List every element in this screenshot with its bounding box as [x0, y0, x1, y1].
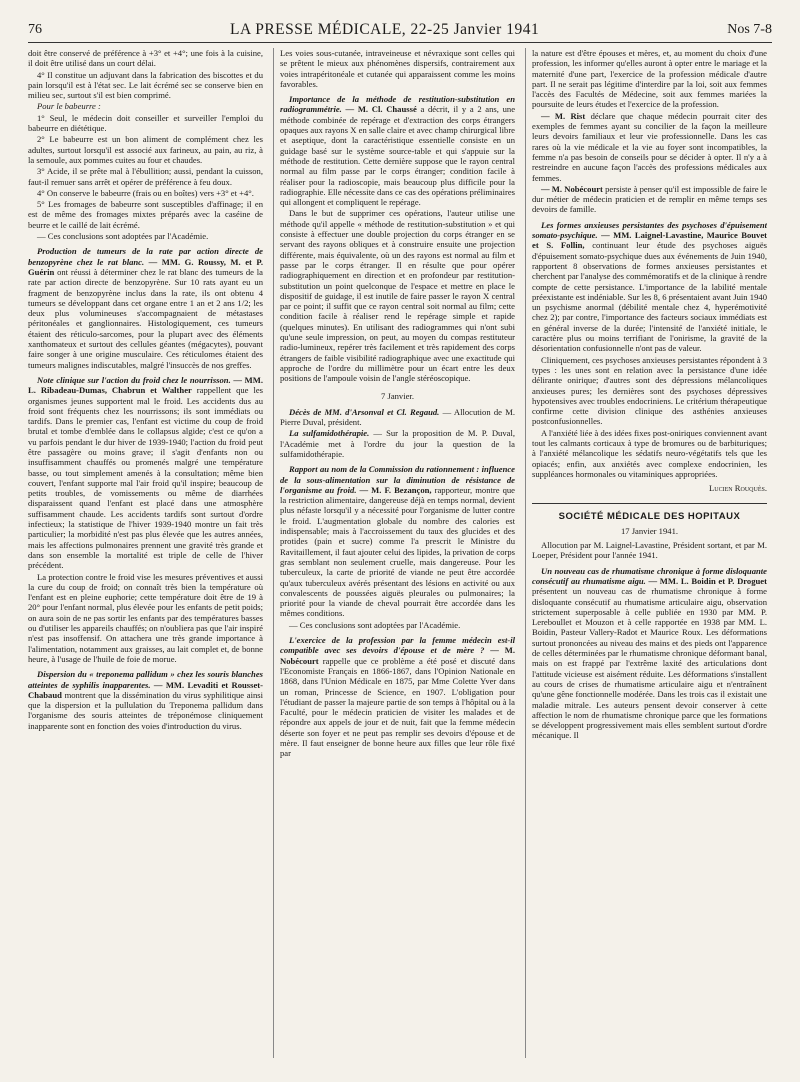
- text-columns: [28, 48, 772, 1058]
- article-treponema: [28, 669, 263, 731]
- paragraph: — M. Nobécourt persiste à penser qu'il est impossible de faire le dur métier de médecin praticien et de remplir en même temps ses devoirs de famille.: [532, 183, 767, 215]
- article-authors: — MM. L. Ribadeau-Dumas, Chabrun et Walther: [28, 374, 263, 396]
- article-heading: La sulfamidothérapie.: [289, 428, 370, 439]
- article-deces: [280, 407, 515, 428]
- paragraph: 4° On conserve le babeurre (frais ou en boîtes) vers +3° et +4°.: [37, 187, 254, 198]
- issue-number: Nos 7-8: [727, 22, 772, 37]
- paragraph: Pour le babeurre :: [37, 101, 101, 112]
- paragraph: doit être conservé de préférence à +3° et +4°; une fois à la cuisine, il doit être utilisé dans un court délai.: [28, 48, 263, 69]
- paragraph: 5° Les fromages de babeurre sont susceptibles d'affinage; il en est de même des fromages mixtes préparés avec la caséine de beurre et le caillé de lait écrémé.: [28, 199, 263, 230]
- session-date: 7 Janvier.: [381, 390, 414, 401]
- article-body: rappelle que ce problème a été posé et discuté dans l'Economiste Français en 1866-1867, dans l'Opinion Nationale en 1868, dans l'Union Médicale en 1875, par Mme Colette Yver dans un roman, Princesse de Science, en 1907. L'obligation pour l'étudiant de passer la majeure partie de son temps à l'hôpital ou à la Faculté, pour le médecin praticien de visiter les malades et de répondre aux appels de jour et de nuit, fait que la femme médecin déserte son foyer et ne peut pas remplir ses devoirs d'épouse et de mère. Il faut enseigner de bonne heure aux filles que leur rôle fixé par: [280, 655, 515, 759]
- paragraph: Allocution par M. Laignel-Lavastine, Président sortant, et par M. Loeper, Président pour l'année 1941.: [532, 540, 767, 561]
- article-radiogrammetrie: [280, 94, 515, 207]
- paragraph: 2° Le babeurre est un bon aliment de complément chez les adultes, surtout lorsqu'il est associé aux farineux, au pain, au riz, à la semoule, aux pommes cuites au four et chaudes.: [28, 134, 263, 165]
- article-rhumatisme: [532, 566, 767, 741]
- article-heading: Décès de MM. d'Arsonval et Cl. Regaud.: [289, 406, 440, 417]
- article-tumeurs-rate: [28, 246, 263, 370]
- paragraph: Cliniquement, ces psychoses anxieuses persistantes répondent à 3 types : les unes sont en relation avec la persistance d'une idée délirante onirique; d'autres sont des dépressions mélancoliques anxieuses pures; les dernières sont des psychoses dépressives hypotensives avec troubles endocriniens. Le critérium thérapeutique confirme cette division clinique des asthénies anxieuses postconfusionnelles.: [532, 354, 767, 427]
- article-body: rappellent que les organismes jeunes supportent mal le froid. Les accidents dus au froid sont fréquents chez les nourrissons; ils sont immédiats ou tardifs. Dans le premier cas, l'enfant est victime du coup de froid brutal et tombe d'emblée dans le collapsus algide; c'est ce qu'on a vu parfois pendant le dur hiver de 1939-1940; l'action du froid peut être passagère ou moins grave; il s'agit d'enfants non ou insuffisamment chauffés ou promenés malgré une température basse, ou tout simplement amenés à la consultation; même bien couvert, l'enfant supporte mal l'air froid qu'il inspire; beaucoup de petits troubles, de vomissements ou même de diarrhées disparaissent quand l'enfant est placé dans une atmosphère suffisamment chaude. Les accidents tardifs sont surtout d'ordre infectieux; la statistique de l'hiver 1939-1940 montre un fait très particulier; la morbidité n'est pas plus élevée que les autres années, mais les affections pulmonaires prennent une gravité très grande et dans son ensemble la mortalité est triple de celle de l'hiver précédent.: [28, 385, 263, 571]
- article-authors: — M. F. Bezançon,: [359, 484, 432, 495]
- paragraph: — M. Rist déclare que chaque médecin pourrait citer des exemples de femmes ayant su concilier de la façon la meilleure leurs devoirs familiaux et leur vie professionnelle. Dans les cas rares où la vie médicale et la vie au foyer sont incompatibles, la femme n'a pas besoin de conseils pour se décider à opter. Il n'y a à restreindre en aucune façon l'accès des professions médicales aux femmes.: [532, 110, 767, 183]
- article-authors: — MM. G. Roussy, M. et P. Guérin: [28, 256, 263, 277]
- article-body: a décrit, il y a 2 ans, une méthode combinée de repérage et d'extraction des corps étrangers opaques aux rayons X en salle claire et avec champ chirurgical libre et aseptique, dont la caractéristique essentielle consiste en un guidage basé sur le système source-table et qui s'appuie sur la méthode de restitution. Cette dernière suppose que le rayon central normal au film passe par le corps étranger; condition facile à réaliser pour la radioscopie, mais beaucoup plus difficile pour la radiographie. Elle nécessite dans ce cas des opérations préliminaires qui allongent et compliquent le repérage.: [280, 104, 515, 208]
- article-sulfamidotherapie: [280, 428, 515, 459]
- paragraph: — Ces conclusions sont adoptées par l'Académie.: [37, 231, 209, 242]
- column-3: [532, 48, 767, 1058]
- paragraph: Les voies sous-cutanée, intraveineuse et névraxique sont celles qui se prêtent le mieux aux phénomènes dispersifs, contrairement aux voies intrapéritonéale et cutanée qui apparaissent comme les moins favorables.: [280, 48, 515, 89]
- society-date: 17 Janvier 1941.: [620, 525, 679, 536]
- article-heading: L'exercice de la profession par la femme médecin est-il compatible avec ses devoirs d'épouse et de mère ?: [280, 635, 515, 656]
- journal-title: LA PRESSE MÉDICALE, 22-25 Janvier 1941: [230, 21, 540, 38]
- article-body: présentent un nouveau cas de rhumatisme chronique à forme disloquante consécutif au rhumatisme articulaire aigu, observation strictement superposable à celle publiée en 1930 par MM. P. Lereboullet et Mouzon et à celle rapportée en 1938 par MM. L. Boidin, Pasteur Vallery-Radot et Maurice Roux. Les déformations surtout prononcées au niveau des mains et des pieds ont l'apparence de celles déterminées par le rhumatisme chronique déformant banal, mais on est frappé par l'extrême laxité des articulations dont l'attitude vicieuse est aisément réduite. Les déformations s'installent au cours de crises de rhumatisme articulaire aigu et n'entraînent qu'une gêne fonctionnelle modérée. Dans les trois cas il existait une maladie mitrale. Les auteurs pensent devoir conserver à cette affection le nom de rhumatisme chronique parce que les formations se développent progressivement mais elles semblent surtout d'ordre mécanique. Il: [532, 586, 767, 741]
- article-body: — Sur la proposition de M. P. Duval, l'Académie met à l'ordre du jour la question de la sulfamidothérapie.: [280, 428, 515, 459]
- paragraph: 1° Seul, le médecin doit conseiller et surveiller l'emploi du babeurre en diététique.: [28, 112, 263, 134]
- column-divider: [525, 48, 526, 1058]
- article-femme-medecin: [280, 635, 515, 759]
- article-authors: — MM. Laignel-Lavastine, Maurice Bouvet et S. Follin,: [532, 230, 767, 251]
- article-body: montrent que la dissémination du virus syphilitique ainsi que la dispersion et la pullulation du Treponema pallidum dans l'organisme des souris atteintes de tréponémose cliniquement inapparente sont en fonction des voies d'introduction du virus.: [28, 689, 263, 731]
- article-heading: Dispersion du « treponema pallidum » chez les souris blanches atteintes de syphilis inapparentes.: [28, 669, 263, 690]
- paragraph: — Ces conclusions sont adoptées par l'Académie.: [289, 619, 461, 630]
- article-body: ont réussi à déterminer chez le rat blanc des tumeurs de la rate par action directe de benzopyrène. Sur 10 rats ayant eu un fragment de benzopyrène inclus dans la rate, ils ont obtenu 4 tumeurs se développant dans cet organe entre 1 an et 2 ans 1/2; les deux plus volumineuses s'accompagnaient de métastases péritonéales et ganglionnaires. Histologiquement, ces tumeurs étaient des réticulo-sarcomes, pour la plupart avec des éléments xanthomateux et surtout des cellules géantes (mégacytes), pouvant faire songer à une origine musculaire. Ces réticulomes étaient des tumeurs malignes indiscutables, malgré l'insuccès de nos greffes.: [28, 266, 263, 370]
- paragraph: la nature est d'être épouses et mères, et, au moment du choix d'une profession, les informer qu'elles auront à opter entre le mariage et la maternité d'une part, l'exercice de la profession médicale d'autre part. Il ne serait pas légitime d'interdire par la loi, soit aux femmes l'accès des Facultés de Médecine, soit aux femmes mariées la poursuite de leurs études et l'exercice de la profession.: [532, 48, 767, 110]
- article-froid-nourrisson: [28, 375, 263, 571]
- article-body: rapporteur, montre que la restriction alimentaire, dangereuse déjà en temps normal, devient plus néfaste lorsqu'il y a nécessité pour l'organisme de lutter contre le froid. L'augmentation globale du nombre des calories est indispensable; mais à l'accroissement du taux des glucides et des protides (pain et sucre) comme l'a prescrit le Ministre du Ravitaillement, il faut ajouter celui des lipides, la privation de corps gras semblant non seulement cruelle, mais dangereuse. Pour les tuberculeux, la carte de priorité de viande ne peut être accordée qu'aux tuberculeux avérés présentant des lésions en activité ou aux convalescents de poussées aiguës pleurales ou pulmonaires; la priorité pour la viande de cheval pourrait être accordée dans les mêmes conditions.: [280, 484, 515, 619]
- article-psychoses: [532, 220, 767, 354]
- article-heading: Note clinique sur l'action du froid chez le nourrisson.: [37, 374, 231, 385]
- paragraph: La protection contre le froid vise les mesures préventives et aussi la cure du coup de froid; on connaît très bien la température où l'enfant est en pleine euphorie; cette température doit être de 19 à 20° pour l'enfant normal, plus élevée pour les enfants de petit poids; on aura soin de ne pas sortir les enfants par des températures basses ou d'utiliser les appareils chauffés; on n'oubliera pas que l'air inspiré n'est pas insoffensif. On attachera une très grande importance à l'alimentation, notamment aux graisses, au lait complet et, de bonne heure, à l'usage de l'huile de foie de morue.: [28, 571, 263, 664]
- article-rationnement: [280, 464, 515, 618]
- paragraph: 3° Acide, il se prête mal à l'ébullition; aussi, pendant la cuisson, faut-il remuer sans arrêt et opérer de préférence à feu doux.: [28, 166, 263, 187]
- article-authors: — M. Cl. Chaussé: [345, 104, 417, 115]
- article-heading: Un nouveau cas de rhumatisme chronique à forme disloquante consécutif au rhumatisme aigu.: [532, 565, 767, 586]
- article-heading: Importance de la méthode de restitution-substitution en radiogrammétrie.: [280, 94, 515, 115]
- paragraph: Dans le but de supprimer ces opérations, l'auteur utilise une méthode qu'il appelle « méthode de restitution-substitution » et qui consiste à effectuer une double projection du corps étranger en se servant des rayons obliques et à construire ensuite une projection différente, mais équivalente, où un des rayons est normal au film et passe par le corps étranger. Il en résulte que pour opérer radiographiquement en direction et en profondeur par restitution-substitution un point quelconque de l'espace et mettre en place le dispositif de guidage, il est inutile de faire passer le rayon X central par ce point; il suffit que ce rayon central soit normal au film; cette condition facile à réaliser rend le repérage simple et rapide (quelques minutes). En utilisant des radiogrammes qui n'ont subi qu'une seule impression, on peut, au moyen du compas restituteur radio-lumineux, repérer très facilement et très rapidement des corps étrangers de faible visibilité radiographique avec une exactitude qui approche de l'ordre du millimètre pour un écart entre les deux positions de l'ampoule voisin de l'angle stéréoscopique.: [280, 208, 515, 384]
- paragraph: A l'anxiété liée à des idées fixes post-oniriques conviennent avant tout les calmants corticaux à type de bromures ou de barbituriques; à l'anxiété mélancolique les sédatifs neuro-végétatifs tels que les opiacés; enfin, aux anxiétés avec complexe endocrinien, les suppléances hormonales ou vitaminiques appropriées.: [532, 427, 767, 479]
- article-heading: Les formes anxieuses persistantes des psychoses d'épuisement somato-psychique.: [532, 219, 767, 241]
- article-heading: Rapport au nom de la Commission du rationnement : influence de la sous-alimentation sur la diminution de résistance de l'organisme au froid.: [280, 464, 515, 495]
- column-1: [28, 48, 263, 1058]
- article-body: continuant leur étude des psychoses aiguës d'épuisement somato-psychique dues aux événements de Juin 1940, rapportent 8 observations de formes anxieuses persistantes et cherchent par l'analyse des commémoratifs et de la clinique à rendre compte de cette persistance. L'importance de la labilité mentale préexistante est indéniable. Sur les 8, 6 présentaient avant Juin 1940 un psychisme anormal (débilité mentale chez 4, hyperémotivité chez 2); par contre, l'importance des facteurs sociaux immédiats est en général inverse de la durée; l'intensité de l'anxiété initiale, le caractère plus ou moins terrifiant de l'onirisme, la gravité de la désorientation confusionnelle n'ont pas de valeur.: [532, 240, 767, 354]
- page-number: 76: [28, 22, 42, 37]
- article-authors: — MM. L. Boidin et P. Droguet: [648, 575, 767, 586]
- article-authors: — M. Nobécourt: [280, 645, 515, 666]
- society-heading: SOCIÉTÉ MÉDICALE DES HOPITAUX: [532, 503, 767, 522]
- page-header: [28, 16, 772, 43]
- article-body: — Allocution de M. Pierre Duval, président.: [280, 406, 515, 428]
- signature: Lucien Rouquès.: [709, 483, 767, 494]
- article-authors: — MM. Levaditi et Rousset-Chabaud: [28, 679, 263, 700]
- article-heading: Production de tumeurs de la rate par action directe de benzopyrène chez le rat blanc.: [28, 246, 263, 267]
- column-divider: [273, 48, 274, 1058]
- column-2: [280, 48, 515, 1058]
- paragraph: 4° Il constitue un adjuvant dans la fabrication des biscottes et du pain lorsqu'il est à l'état sec. Le lait écrémé sec se conserve bien en milieu sec, surtout s'il est bien comprimé.: [28, 69, 263, 101]
